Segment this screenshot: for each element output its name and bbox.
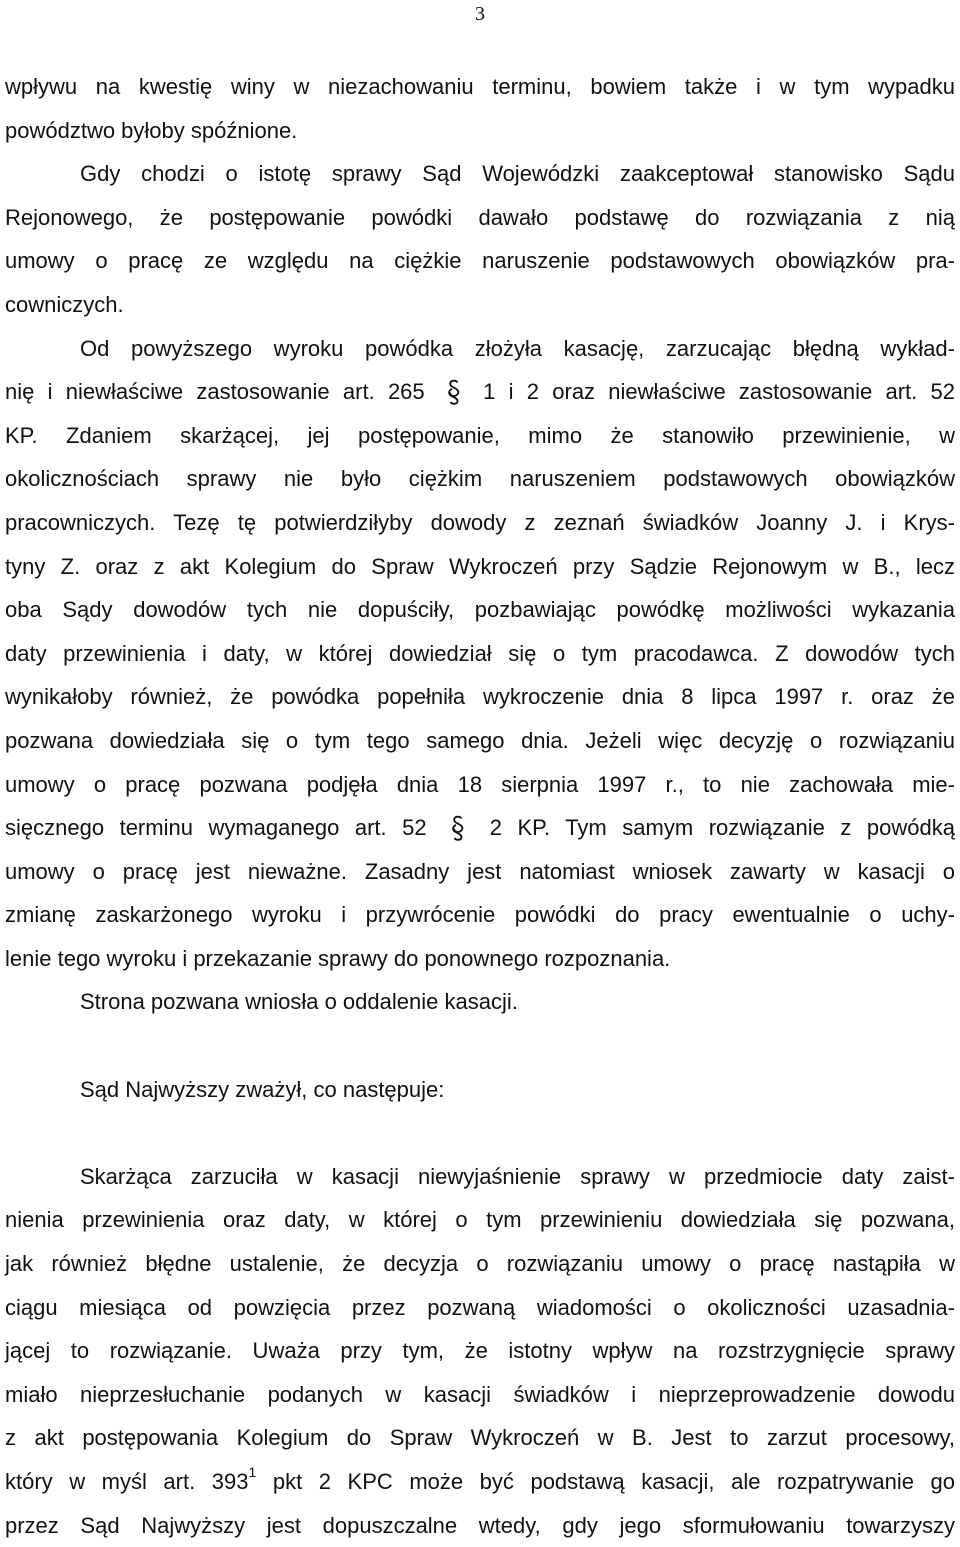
- text-line: ciągu miesiąca od powzięcia przez pozwaną wiadomości o okoliczności uzasadnia-: [5, 1294, 955, 1320]
- text-fragment: który w myśl art. 393: [5, 1469, 249, 1494]
- text-line: wynikałoby również, że powódka popełniła wykroczenie dnia 8 lipca 1997 r. oraz że: [5, 684, 955, 710]
- text-line: Rejonowego, że postępowanie powódki dawało podstawę do rozwiązania z nią: [5, 204, 955, 230]
- text-line: Od powyższego wyroku powódka złożyła kasację, zarzucając błędną wykład-: [80, 335, 955, 361]
- text-line: cowniczych.: [5, 291, 124, 317]
- text-line: z akt postępowania Kolegium do Spraw Wykroczeń w B. Jest to zarzut procesowy,: [5, 1425, 955, 1451]
- text-line: zmianę zaskarżonego wyroku i przywrócenie powódki do pracy ewentualnie o uchy-: [5, 902, 955, 928]
- text-fragment: nię i niewłaściwe zastosowanie art. 265: [5, 379, 425, 405]
- document-body: [5, 65, 955, 1547]
- text-line: daty przewinienia i daty, w której dowiedział się o tym pracodawca. Z dowodów tych: [5, 640, 955, 666]
- section-sign-icon: [446, 813, 470, 843]
- text-fragment: sięcznego terminu wymaganego art. 52: [5, 815, 427, 841]
- text-line: pozwana dowiedziała się o tym tego samego dnia. Jeżeli więc decyzję o rozwiązaniu: [5, 727, 955, 753]
- text-line: wpływu na kwestię winy w niezachowaniu terminu, bowiem także i w tym wypadku: [5, 74, 955, 99]
- text-fragment: 1 i 2 oraz niewłaściwe zastosowanie art. 52: [483, 379, 955, 405]
- page-number: 3: [475, 3, 485, 25]
- text-line: [5, 1460, 955, 1504]
- text-fragment: pkt 2 KPC może być podstawą kasacji, ale rozpatrywanie go: [272, 1469, 955, 1494]
- text-line: jak również błędne ustalenie, że decyzja o rozwiązaniu umowy o pracę nastąpiła w: [5, 1251, 955, 1277]
- text-line: Strona pozwana wniosła o oddalenie kasacji.: [80, 989, 518, 1015]
- text-line: okolicznościach sprawy nie było ciężkim naruszeniem podstawowych obowiązków: [5, 466, 955, 492]
- section-heading: Sąd Najwyższy zważył, co następuje:: [80, 1076, 445, 1102]
- text-line: KP. Zdaniem skarżącej, jej postępowanie, mimo że stanowiło przewinienie, w: [5, 422, 955, 448]
- text-fragment: 2 KP. Tym samym rozwiązanie z powódką: [489, 815, 955, 841]
- text-line: umowy o pracę jest nieważne. Zasadny jest natomiast wniosek zawarty w kasacji o: [5, 858, 955, 884]
- superscript: 1: [248, 1464, 257, 1480]
- text-line: lenie tego wyroku i przekazanie sprawy do ponownego rozpoznania.: [5, 945, 671, 971]
- text-line: [5, 806, 955, 850]
- text-line: pracowniczych. Tezę tę potwierdziłyby dowody z zeznań świadków Joanny J. i Krys-: [5, 509, 955, 535]
- text-line: oba Sądy dowodów tych nie dopuściły, pozbawiając powódkę możliwości wykazania: [5, 597, 955, 623]
- blank-line: [5, 1111, 955, 1155]
- text-line: umowy o pracę ze względu na ciężkie naruszenie podstawowych obowiązków pra-: [5, 248, 955, 274]
- text-line: Gdy chodzi o istotę sprawy Sąd Wojewódzki zaakceptował stanowisko Sądu: [80, 161, 955, 187]
- text-line: nienia przewinienia oraz daty, w której o tym przewinieniu dowiedziała się pozwana,: [5, 1207, 955, 1233]
- text-line: przez Sąd Najwyższy jest dopuszczalne wtedy, gdy jego sformułowaniu towarzyszy: [5, 1512, 955, 1538]
- text-line: umowy o pracę pozwana podjęła dnia 18 sierpnia 1997 r., to nie zachowała mie-: [5, 771, 955, 797]
- text-line: tyny Z. oraz z akt Kolegium do Spraw Wykroczeń przy Sądzie Rejonowym w B., lecz: [5, 553, 955, 579]
- text-line: Skarżąca zarzuciła w kasacji niewyjaśnienie sprawy w przedmiocie daty zaist-: [80, 1163, 955, 1189]
- blank-line: [5, 1024, 955, 1068]
- text-line: jącej to rozwiązanie. Uważa przy tym, że istotny wpływ na rozstrzygnięcie sprawy: [5, 1338, 955, 1364]
- text-line: powództwo byłoby spóźnione.: [5, 117, 298, 143]
- section-sign-icon: [442, 377, 466, 407]
- text-line: miało nieprzesłuchanie podanych w kasacji świadków i nieprzeprowadzenie dowodu: [5, 1381, 955, 1407]
- text-line: [5, 370, 955, 414]
